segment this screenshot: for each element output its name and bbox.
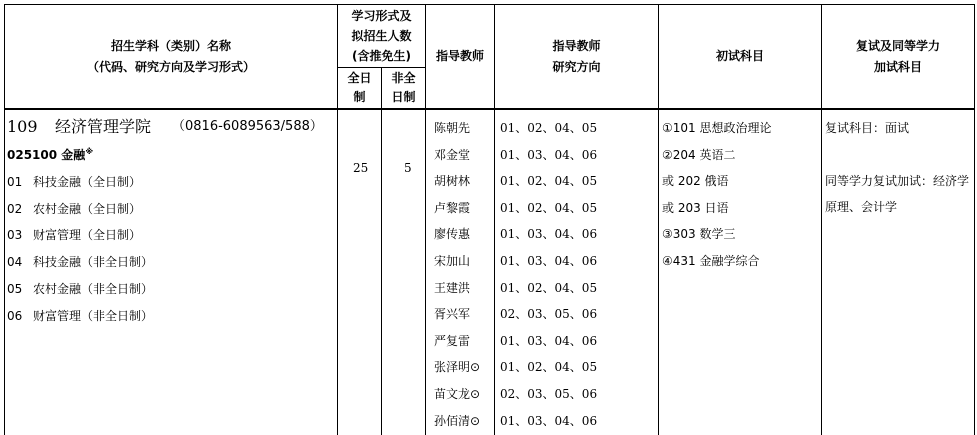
advisor-name: 宋加山 (434, 254, 471, 268)
header-part-time (382, 68, 425, 108)
direction-code: 03 (7, 228, 23, 243)
header-subject-sub: （代码、研究方向及学习形式） (86, 59, 255, 74)
advisor-name: 陈朝先 (434, 121, 471, 135)
college-phone: （0816-6089563/588） (172, 119, 323, 134)
exam-item: 或 202 俄语 (662, 174, 729, 189)
direction-code: 01 (7, 175, 23, 189)
header-direction-l2: 研究方向 (552, 59, 601, 74)
college-code: 109 (7, 117, 38, 136)
advisor-directions: 01、03、04、06 (500, 147, 598, 162)
advisor-name: 胥兴军 (434, 307, 471, 322)
direction-name: 农村金融（全日制） (33, 201, 142, 216)
header-part-time-l2: 日制 (391, 90, 416, 104)
table-right-border (974, 4, 975, 435)
header-full-time-l1: 全日 (347, 71, 372, 85)
advisor-name: 王建洪 (434, 280, 471, 295)
header-retest (822, 5, 974, 108)
header-advisor-label: 指导教师 (435, 49, 484, 63)
advisor-name: 邓金堂 (434, 147, 471, 162)
header-bottom-border (4, 108, 975, 110)
direction-code: 04 (7, 255, 23, 270)
header-direction (495, 5, 658, 108)
college-name: 经济管理学院 (55, 117, 152, 136)
advisor-directions: 01、03、04、06 (500, 333, 598, 348)
exam-item: ③303 数学三 (662, 227, 736, 242)
exam-item: ④431 金融学综合 (662, 254, 760, 268)
header-advisor (426, 5, 494, 108)
advisor-directions: 01、02、04、05 (500, 360, 598, 375)
advisor-directions: 01、02、04、05 (500, 121, 598, 135)
direction-name: 科技金融（非全日制） (33, 255, 154, 270)
advisor-directions: 01、03、04、06 (500, 413, 598, 428)
header-retest-l2: 加试科目 (873, 59, 922, 74)
major-mark: ※ (85, 147, 94, 156)
direction-code: 02 (7, 201, 23, 216)
advisor-name: 张泽明⊙ (434, 360, 481, 375)
advisor-name: 廖传惠 (434, 227, 471, 242)
direction-name: 财富管理（非全日制） (33, 308, 154, 323)
exam-item: 或 203 日语 (662, 200, 729, 215)
advisor-directions: 01、02、04、05 (500, 280, 598, 295)
header-study-form-l1: 学习形式及 (351, 9, 412, 23)
direction-name: 科技金融（全日制） (33, 175, 142, 189)
advisor-name: 严复雷 (434, 333, 471, 348)
direction-code: 05 (7, 281, 23, 296)
advisor-directions: 01、02、04、05 (500, 174, 598, 189)
header-subject-title: 招生学科（类别）名称 (110, 38, 231, 53)
advisor-directions: 01、02、04、05 (500, 200, 598, 215)
major-name: 金融 (61, 148, 86, 162)
header-part-time-l1: 非全 (391, 71, 416, 85)
part-time-quota: 5 (404, 161, 412, 175)
header-study-form-l3: (含推免生) (352, 49, 411, 63)
exam-item: ②204 英语二 (662, 147, 736, 162)
header-subject (5, 5, 337, 108)
header-direction-l1: 指导教师 (552, 38, 601, 53)
advisor-name: 孙佰清⊙ (434, 413, 481, 428)
header-study-form-l2: 拟招生人数 (351, 29, 412, 43)
exam-item: ①101 思想政治理论 (662, 121, 772, 135)
retest-subject: 复试科目：面试 (825, 121, 910, 135)
advisor-name: 卢黎霞 (434, 200, 471, 215)
col-divider-quota (381, 67, 382, 435)
header-exam-label: 初试科目 (715, 49, 764, 63)
header-full-time-l2: 制 (353, 90, 366, 104)
advisor-name: 胡树林 (434, 174, 471, 189)
direction-name: 农村金融（非全日制） (33, 281, 154, 296)
major-title (7, 147, 93, 163)
advisor-directions: 02、03、05、06 (500, 387, 598, 401)
advisor-directions: 01、03、04、06 (500, 254, 598, 268)
header-retest-l1: 复试及同等学力 (855, 38, 940, 53)
major-code: 025100 (7, 148, 58, 162)
header-exam (659, 5, 821, 108)
direction-name: 财富管理（全日制） (33, 228, 142, 243)
direction-code: 06 (7, 308, 23, 323)
advisor-name: 苗文龙⊙ (434, 387, 481, 401)
retest-extra: 同等学力复试加试：经济学原理、会计学 (825, 174, 970, 214)
header-full-time (338, 68, 381, 108)
header-study-form (338, 5, 425, 67)
advisor-directions: 02、03、05、06 (500, 307, 598, 322)
full-time-quota: 25 (353, 161, 369, 175)
advisor-directions: 01、03、04、06 (500, 227, 598, 242)
